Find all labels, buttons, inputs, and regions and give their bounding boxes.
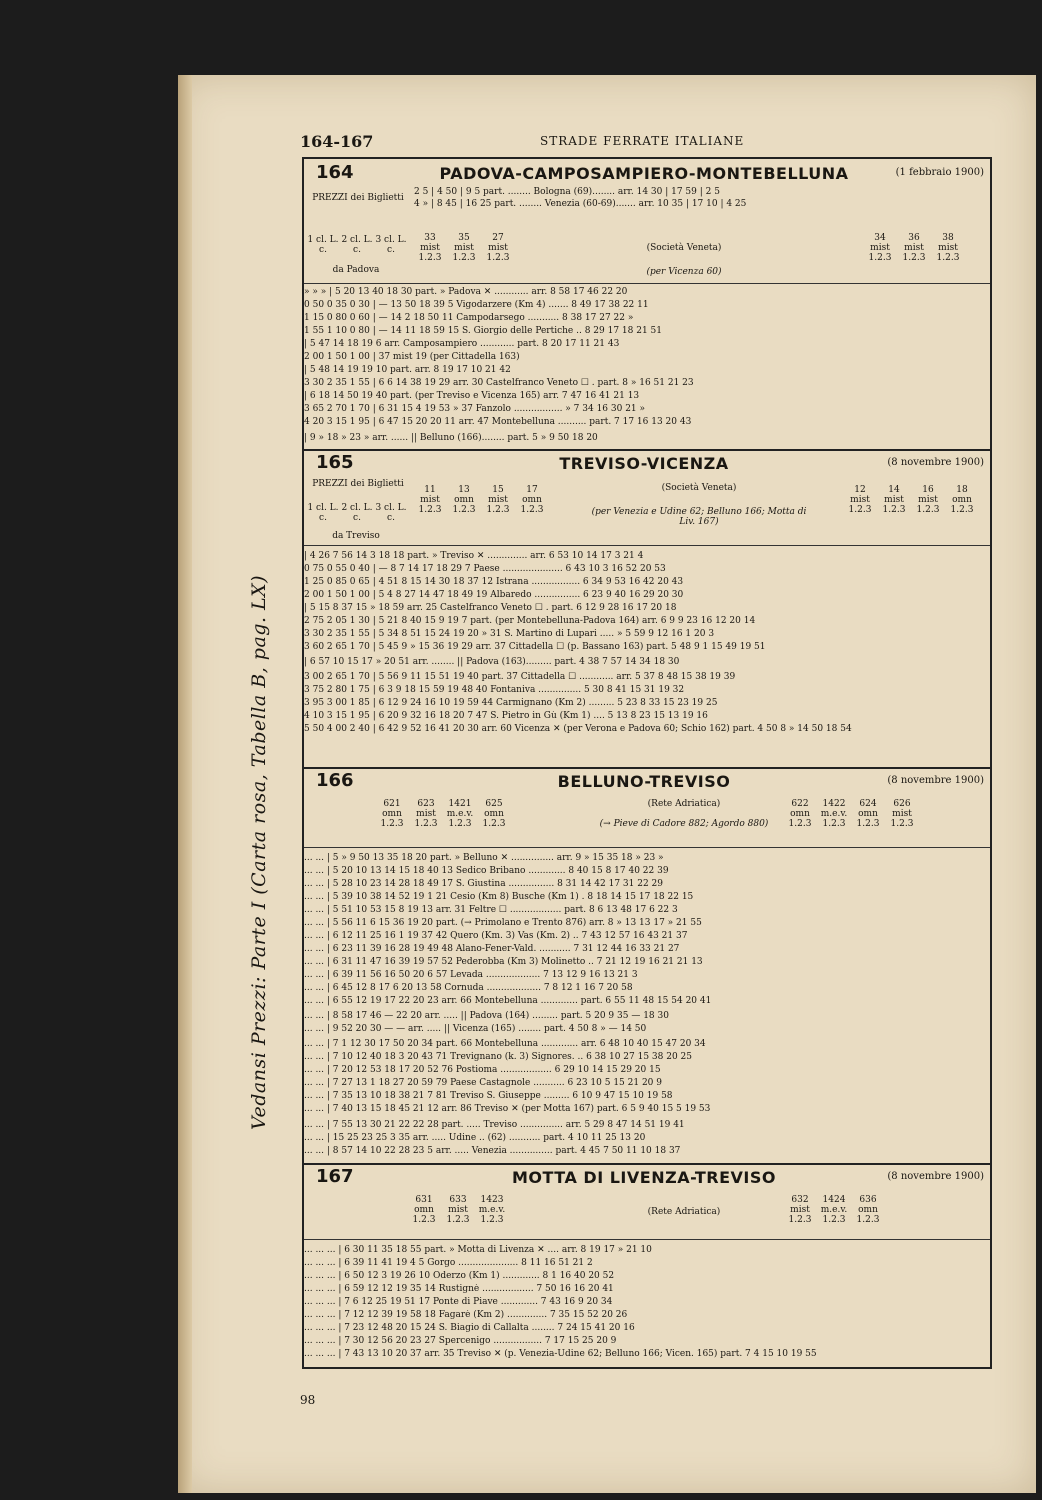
- route-note: (per Venezia e Udine 62; Belluno 166; Motta di Liv. 167): [591, 507, 807, 527]
- table-row: ... ... ... | 6 50 12 3 19 26 10 Oderzo (Km 1) ............. 8 1 16 40 20 52: [304, 1271, 615, 1281]
- table-row: 0 50 0 35 0 30 | — 13 50 18 39 5 Vigodarzere (Km 4) ....... 8 49 17 38 22 11: [304, 300, 649, 310]
- page-range: 164-167: [300, 132, 374, 151]
- section-number: 165: [316, 452, 354, 473]
- table-row: ... ... | 7 1 12 30 17 50 20 34 part. 66 Montebelluna ............. arr. 6 48 10 40 15 47 20 34: [304, 1039, 706, 1049]
- section-title: TREVISO-VICENZA: [559, 454, 729, 473]
- train-16: 16 mist 1.2.3: [916, 485, 940, 515]
- table-row: ... ... | 6 23 11 39 16 28 19 49 48 Alano-Fener-Vald. ........... 7 31 12 44 16 33 21 27: [304, 944, 680, 954]
- table-row: 3 65 2 70 1 70 | 6 31 15 4 19 53 » 37 Fanzolo ................. » 7 34 16 30 21 »: [304, 404, 646, 414]
- table-row: 3 95 3 00 1 85 | 6 12 9 24 16 10 19 59 44 Carmignano (Km 2) ......... 5 23 8 33 15 23 19 25: [304, 698, 718, 708]
- price-origin: da Treviso: [332, 531, 380, 541]
- train-35: 35 mist 1.2.3: [452, 233, 476, 263]
- route-note: (per Vicenza 60): [646, 267, 722, 277]
- section-date: (8 novembre 1900): [887, 775, 984, 786]
- train-623: 623 mist 1.2.3: [414, 799, 438, 829]
- table-row: ... ... ... | 6 39 11 41 19 4 5 Gorgo ..................... 8 11 16 51 21 2: [304, 1258, 593, 1268]
- train-18: 18 omn 1.2.3: [950, 485, 974, 515]
- train-633: 633 mist 1.2.3: [446, 1195, 470, 1225]
- section-166: [304, 767, 990, 1165]
- table-row: 3 75 2 80 1 75 | 6 3 9 18 15 59 19 48 40 Fontaniva ............... 5 30 8 41 15 31 19 32: [304, 685, 685, 695]
- table-row: ... ... | 7 35 13 10 18 38 21 7 81 Treviso S. Giuseppe ......... 6 10 9 47 15 10 19 58: [304, 1091, 673, 1101]
- train-15: 15 mist 1.2.3: [486, 485, 510, 515]
- train-27: 27 mist 1.2.3: [486, 233, 510, 263]
- page-footer-number: 98: [300, 1393, 316, 1407]
- table-row: | 6 18 14 50 19 40 part. (per Treviso e Vicenza 165) arr. 7 47 16 41 21 13: [304, 391, 640, 401]
- section-number: 166: [316, 770, 354, 791]
- train-36: 36 mist 1.2.3: [902, 233, 926, 263]
- section-header: [304, 1189, 990, 1240]
- prices-label: PREZZI dei Biglietti: [312, 479, 404, 489]
- train-1422: 1422 m.e.v. 1.2.3: [820, 799, 848, 829]
- table-row: | 6 57 10 15 17 » 20 51 arr. ........ || Padova (163)......... part. 4 38 7 57 14 34 18 30: [304, 657, 680, 667]
- section-number: 164: [316, 162, 354, 183]
- running-title: STRADE FERRATE ITALIANE: [540, 134, 745, 148]
- table-row: 1 25 0 85 0 65 | 4 51 8 15 14 30 18 37 12 Istrana ................. 6 34 9 53 16 42 20 43: [304, 577, 684, 587]
- train-38: 38 mist 1.2.3: [936, 233, 960, 263]
- table-row: ... ... | 5 39 10 38 14 52 19 1 21 Cesio (Km 8) Busche (Km 1) . 8 18 14 15 17 18 22 15: [304, 892, 694, 902]
- section-date: (8 novembre 1900): [887, 457, 984, 468]
- table-row: 4 10 3 15 1 95 | 6 20 9 32 16 18 20 7 47 S. Pietro in Gù (Km 1) .... 5 13 8 23 15 13 19 16: [304, 711, 708, 721]
- timetable-frame: [302, 157, 992, 1369]
- section-165: [304, 449, 990, 769]
- table-row: 3 60 2 65 1 70 | 5 45 9 » 15 36 19 29 arr. 37 Cittadella ☐ (p. Bassano 163) part. 5 48 9 1 15 49 19 51: [304, 642, 766, 652]
- table-row: | 4 26 7 56 14 3 18 18 part. » Treviso ✕ .............. arr. 6 53 10 14 17 3 21 4: [304, 551, 644, 561]
- table-row: 1 55 1 10 0 80 | — 14 11 18 59 15 S. Giorgio delle Pertiche .. 8 29 17 18 21 51: [304, 326, 662, 336]
- table-row: | 5 48 14 19 19 10 part. arr. 8 19 17 10 21 42: [304, 365, 511, 375]
- top-row-1: 2 5 | 4 50 | 9 5 part. ........ Bologna (69)........ arr. 14 30 | 17 59 | 2 5: [414, 187, 720, 197]
- table-row: | 5 15 8 37 15 » 18 59 arr. 25 Castelfranco Veneto ☐ . part. 6 12 9 28 16 17 20 18: [304, 603, 677, 613]
- train-631: 631 omn 1.2.3: [412, 1195, 436, 1225]
- table-row: ... ... | 7 20 12 53 18 17 20 52 76 Postioma .................. 6 29 10 14 15 29 20 15: [304, 1065, 661, 1075]
- table-row: ... ... ... | 7 43 13 10 20 37 arr. 35 Treviso ✕ (p. Venezia-Udine 62; Belluno 166; Vicen. 165) part. 7 4 15 10 19 55: [304, 1349, 817, 1359]
- price-col-3: 3 cl. L. c.: [375, 235, 407, 255]
- section-title: PADOVA-CAMPOSAMPIERO-MONTEBELLUNA: [439, 164, 849, 183]
- table-row: ... ... | 8 58 17 46 — 22 20 arr. ..... || Padova (164) ......... part. 5 20 9 35 — 18 30: [304, 1011, 669, 1021]
- table-row: 3 00 2 65 1 70 | 5 56 9 11 15 51 19 40 part. 37 Cittadella ☐ ............ arr. 5 37 8 48 15 38 19 39: [304, 672, 736, 682]
- table-row: ... ... | 7 27 13 1 18 27 20 59 79 Paese Castagnole ........... 6 23 10 5 15 21 20 9: [304, 1078, 662, 1088]
- section-date: (8 novembre 1900): [887, 1171, 984, 1182]
- table-row: ... ... | 6 45 12 8 17 6 20 13 58 Cornuda ................... 7 8 12 1 16 7 20 58: [304, 983, 633, 993]
- table-row: ... ... | 8 57 14 10 22 28 23 5 arr. ..... Venezia ............... part. 4 45 7 50 11 10 18 37: [304, 1146, 681, 1156]
- table-row: 3 30 2 35 1 55 | 5 34 8 51 15 24 19 20 » 31 S. Martino di Lupari ..... » 5 59 9 12 16 1 20 3: [304, 629, 715, 639]
- table-row: ... ... ... | 7 6 12 25 19 51 17 Ponte di Piave ............. 7 43 16 9 20 34: [304, 1297, 613, 1307]
- table-row: ... ... | 5 51 10 53 15 8 19 13 arr. 31 Feltre ☐ .................. part. 8 6 13 48 17 6 22 3: [304, 905, 678, 915]
- table-row: ... ... ... | 6 59 12 12 19 35 14 Rustignè .................. 7 50 16 16 20 41: [304, 1284, 614, 1294]
- table-row: | 9 » 18 » 23 » arr. ...... || Belluno (166)........ part. 5 » 9 50 18 20: [304, 433, 598, 443]
- section-header: [304, 185, 990, 284]
- table-row: ... ... | 6 12 11 25 16 1 19 37 42 Quero (Km. 3) Vas (Km. 2) .. 7 43 12 57 16 43 21 37: [304, 931, 688, 941]
- table-row: ... ... ... | 7 30 12 56 20 23 27 Spercenigo ................. 7 17 15 25 20 9: [304, 1336, 617, 1346]
- price-origin: da Padova: [332, 265, 380, 275]
- table-row: ... ... | 7 40 13 15 18 45 21 12 arr. 86 Treviso ✕ (per Motta 167) part. 6 5 9 40 15 5 19 53: [304, 1104, 711, 1114]
- train-17: 17 omn 1.2.3: [520, 485, 544, 515]
- table-row: 5 50 4 00 2 40 | 6 42 9 52 16 41 20 30 arr. 60 Vicenza ✕ (per Verona e Padova 60; Schio 162) part. 4 50 8 » 14 50 18 54: [304, 724, 852, 734]
- sidebar-text: Vedansi Prezzi: Parte I (Carta rosa, Tabella B, pag. LX): [248, 574, 270, 1130]
- company-label: (Società Veneta): [646, 243, 722, 253]
- train-14: 14 mist 1.2.3: [882, 485, 906, 515]
- section-title: MOTTA DI LIVENZA-TREVISO: [512, 1168, 776, 1187]
- train-1421: 1421 m.e.v. 1.2.3: [446, 799, 474, 829]
- company-label: (Rete Adriatica): [647, 799, 721, 809]
- section-167: [304, 1163, 990, 1367]
- table-row: ... ... | 5 28 10 23 14 28 18 49 17 S. Giustina ................ 8 31 14 42 17 31 22 29: [304, 879, 663, 889]
- table-row: 0 75 0 55 0 40 | — 8 7 14 17 18 29 7 Paese ..................... 6 43 10 3 16 52 20 53: [304, 564, 666, 574]
- train-34: 34 mist 1.2.3: [868, 233, 892, 263]
- table-row: ... ... ... | 6 30 11 35 18 55 part. » Motta di Livenza ✕ .... arr. 8 19 17 » 21 10: [304, 1245, 652, 1255]
- table-row: 2 75 2 05 1 30 | 5 21 8 40 15 9 19 7 part. (per Montebelluna-Padova 164) arr. 6 9 9 23 16 12 20 14: [304, 616, 756, 626]
- section-title: BELLUNO-TREVISO: [557, 772, 731, 791]
- train-13: 13 omn 1.2.3: [452, 485, 476, 515]
- price-col-1: 1 cl. L. c.: [307, 235, 339, 255]
- train-1424: 1424 m.e.v. 1.2.3: [820, 1195, 848, 1225]
- table-row: ... ... | 5 56 11 6 15 36 19 20 part. (→ Primolano e Trento 876) arr. 8 » 13 13 17 » 21 55: [304, 918, 702, 928]
- train-636: 636 omn 1.2.3: [856, 1195, 880, 1225]
- route-note: (→ Pieve di Cadore 882; Agordo 880): [599, 819, 769, 829]
- table-row: ... ... | 15 25 23 25 3 35 arr. ..... Udine .. (62) ........... part. 4 10 11 25 13 20: [304, 1133, 646, 1143]
- table-row: 1 15 0 80 0 60 | — 14 2 18 50 11 Campodarsego ........... 8 38 17 27 22 »: [304, 313, 634, 323]
- price-col-3: 3 cl. L. c.: [375, 503, 407, 523]
- train-632: 632 mist 1.2.3: [788, 1195, 812, 1225]
- section-header: [304, 793, 990, 848]
- table-row: ... ... | 6 39 11 56 16 50 20 6 57 Levada ................... 7 13 12 9 16 13 21 3: [304, 970, 638, 980]
- section-date: (1 febbraio 1900): [895, 167, 984, 178]
- table-row: | 5 47 14 18 19 6 arr. Camposampiero ............ part. 8 20 17 11 21 43: [304, 339, 620, 349]
- section-164: [304, 159, 990, 451]
- section-number: 167: [316, 1166, 354, 1187]
- table-row: 2 00 1 50 1 00 | 37 mist 19 (per Cittadella 163): [304, 352, 520, 362]
- train-12: 12 mist 1.2.3: [848, 485, 872, 515]
- company-label: (Rete Adriatica): [647, 1207, 721, 1217]
- table-row: 4 20 3 15 1 95 | 6 47 15 20 20 11 arr. 47 Montebelluna .......... part. 7 17 16 13 20 43: [304, 417, 692, 427]
- table-row: ... ... ... | 7 23 12 48 20 15 24 S. Biagio di Callalta ........ 7 24 15 41 20 16: [304, 1323, 635, 1333]
- section-header: [304, 475, 990, 546]
- train-625: 625 omn 1.2.3: [482, 799, 506, 829]
- table-row: 2 00 1 50 1 00 | 5 4 8 27 14 47 18 49 19 Albaredo ................ 6 23 9 40 16 29 20 30: [304, 590, 684, 600]
- sidebar-note: [248, 370, 270, 1130]
- top-row-2: 4 » | 8 45 | 16 25 part. ........ Venezia (60-69)....... arr. 10 35 | 17 10 | 4 25: [414, 199, 747, 209]
- table-row: ... ... | 6 31 11 47 16 39 19 57 52 Pederobba (Km 3) Molinetto .. 7 21 12 19 16 21 21 13: [304, 957, 703, 967]
- train-621: 621 omn 1.2.3: [380, 799, 404, 829]
- running-head: [300, 132, 990, 156]
- table-row: ... ... | 5 » 9 50 13 35 18 20 part. » Belluno ✕ ............... arr. 9 » 15 35 18 » 23 »: [304, 853, 664, 863]
- table-row: ... ... ... | 7 12 12 39 19 58 18 Fagarè (Km 2) .............. 7 35 15 52 20 26: [304, 1310, 628, 1320]
- table-row: ... ... | 5 20 10 13 14 15 18 40 13 Sedico Bribano ............. 8 40 15 8 17 40 22 39: [304, 866, 669, 876]
- table-row: ... ... | 6 55 12 19 17 22 20 23 arr. 66 Montebelluna ............. part. 6 55 11 48 15 54 20 41: [304, 996, 712, 1006]
- page-edge: [178, 75, 192, 1493]
- table-row: ... ... | 7 10 12 40 18 3 20 43 71 Trevignano (k. 3) Signores. .. 6 38 10 27 15 38 20 25: [304, 1052, 693, 1062]
- table-row: » » » | 5 20 13 40 18 30 part. » Padova ✕ ............ arr. 8 58 17 46 22 20: [304, 287, 628, 297]
- table-row: ... ... | 9 52 20 30 — — arr. ..... || Vicenza (165) ........ part. 4 50 8 » — 14 50: [304, 1024, 647, 1034]
- company-label: (Società Veneta): [661, 483, 737, 493]
- train-626: 626 mist 1.2.3: [890, 799, 914, 829]
- prices-label: PREZZI dei Biglietti: [312, 193, 404, 203]
- table-row: ... ... | 7 55 13 30 21 22 22 28 part. ..... Treviso ............... arr. 5 29 8 47 14 51 19 41: [304, 1120, 685, 1130]
- train-1423: 1423 m.e.v. 1.2.3: [478, 1195, 506, 1225]
- price-col-2: 2 cl. L. c.: [341, 235, 373, 255]
- price-col-2: 2 cl. L. c.: [341, 503, 373, 523]
- price-col-1: 1 cl. L. c.: [307, 503, 339, 523]
- train-622: 622 omn 1.2.3: [788, 799, 812, 829]
- train-33: 33 mist 1.2.3: [418, 233, 442, 263]
- table-row: 3 30 2 35 1 55 | 6 6 14 38 19 29 arr. 30 Castelfranco Veneto ☐ . part. 8 » 16 51 21 23: [304, 378, 694, 388]
- train-11: 11 mist 1.2.3: [418, 485, 442, 515]
- train-624: 624 omn 1.2.3: [856, 799, 880, 829]
